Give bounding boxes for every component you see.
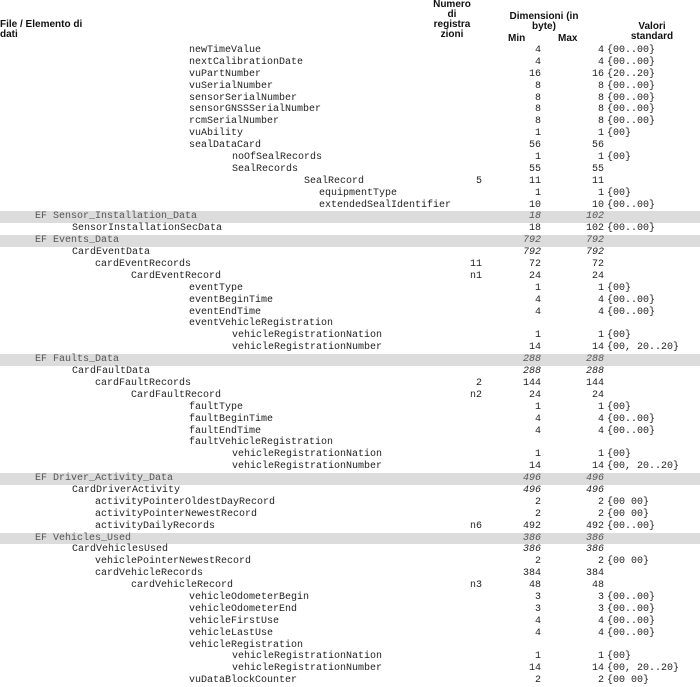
max-size: 288 [585, 354, 604, 366]
table-row [0, 378, 700, 390]
max-size: 144 [585, 377, 604, 389]
element-name: SealRecord [304, 175, 365, 187]
element-name: eventEndTime [189, 306, 262, 318]
min-size: 2 [534, 496, 541, 508]
element-name: vuAbility [189, 128, 244, 140]
data-table-body [0, 45, 700, 687]
min-size: 492 [522, 520, 541, 532]
min-size: 14 [528, 663, 541, 675]
max-size: 386 [585, 544, 604, 556]
element-name: noOfSealRecords [232, 152, 323, 164]
max-size: 72 [591, 259, 604, 271]
max-size: 4 [597, 56, 604, 68]
default-value: {00 00} [607, 496, 650, 508]
default-value: {00..00} [607, 603, 656, 615]
max-size: 10 [591, 199, 604, 211]
min-size: 14 [528, 461, 541, 473]
element-name: vehicleRegistrationNation [232, 330, 383, 342]
element-name: cardFaultRecords [95, 377, 192, 389]
record-count: n2 [469, 389, 482, 401]
max-size: 4 [597, 615, 604, 627]
max-size: 4 [597, 425, 604, 437]
min-size: 18 [528, 211, 541, 223]
default-value: {00..00} [607, 92, 656, 104]
table-row [0, 45, 700, 57]
min-size: 384 [522, 568, 541, 580]
element-name: sensorSerialNumber [189, 92, 298, 104]
table-row [0, 342, 700, 354]
default-value: {00 00} [607, 556, 650, 568]
min-size: 8 [534, 104, 541, 116]
record-count: 11 [469, 259, 482, 271]
default-value: {00} [607, 449, 632, 461]
min-size: 1 [534, 401, 541, 413]
min-size: 3 [534, 603, 541, 615]
table-row [0, 247, 700, 259]
max-size: 4 [597, 306, 604, 318]
min-size: 386 [522, 532, 541, 544]
table-row [0, 69, 700, 81]
table-row [0, 318, 700, 330]
max-size: 792 [585, 235, 604, 247]
max-size: 56 [591, 140, 604, 152]
min-size: 1 [534, 449, 541, 461]
min-size: 18 [528, 223, 541, 235]
min-size: 496 [522, 473, 541, 485]
table-row [0, 509, 700, 521]
table-row [0, 521, 700, 533]
max-size: 1 [597, 128, 604, 140]
header-max: Max [558, 33, 578, 44]
element-name: faultType [189, 401, 244, 413]
max-size: 3 [597, 603, 604, 615]
table-row [0, 57, 700, 69]
max-size: 1 [597, 330, 604, 342]
default-value: {00..00} [607, 223, 656, 235]
table-row [0, 176, 700, 188]
max-size: 14 [591, 342, 604, 354]
max-size: 8 [597, 92, 604, 104]
table-row [0, 390, 700, 402]
table-row [0, 675, 700, 687]
default-value: {00} [607, 330, 632, 342]
max-size: 8 [597, 80, 604, 92]
element-name: extendedSealIdentifier [319, 199, 452, 211]
max-size: 1 [597, 401, 604, 413]
max-size: 11 [591, 175, 604, 187]
min-size: 16 [528, 68, 541, 80]
max-size: 492 [585, 520, 604, 532]
default-value: {00..00} [607, 80, 656, 92]
default-value: {00..00} [607, 306, 656, 318]
min-size: 1 [534, 282, 541, 294]
min-size: 55 [528, 163, 541, 175]
default-value: {00} [607, 187, 632, 199]
max-size: 792 [585, 247, 604, 259]
table-row [0, 449, 700, 461]
default-value: {00} [607, 651, 632, 663]
max-size: 48 [591, 580, 604, 592]
table-row [0, 437, 700, 449]
min-size: 2 [534, 675, 541, 687]
table-row [0, 116, 700, 128]
element-name: faultBeginTime [189, 413, 274, 425]
element-name: cardVehicleRecords [95, 568, 204, 580]
element-name: vehicleRegistrationNumber [232, 342, 383, 354]
table-row [0, 200, 700, 212]
element-name: activityPointerOldestDayRecord [95, 496, 276, 508]
default-value: {00..00} [607, 294, 656, 306]
section-row [0, 211, 700, 223]
table-row [0, 592, 700, 604]
table-row [0, 271, 700, 283]
min-size: 4 [534, 56, 541, 68]
max-size: 2 [597, 675, 604, 687]
min-size: 496 [522, 484, 541, 496]
min-size: 792 [522, 247, 541, 259]
element-name: vehicleOdometerEnd [189, 603, 298, 615]
min-size: 8 [534, 92, 541, 104]
record-count: n6 [469, 520, 482, 532]
element-name: equipmentType [319, 187, 398, 199]
max-size: 102 [585, 223, 604, 235]
min-size: 792 [522, 235, 541, 247]
record-count: 5 [475, 175, 482, 187]
element-name: SensorInstallationSecData [72, 223, 223, 235]
max-size: 1 [597, 449, 604, 461]
max-size: 1 [597, 651, 604, 663]
max-size: 3 [597, 591, 604, 603]
table-row [0, 414, 700, 426]
element-name: rcmSerialNumber [189, 116, 280, 128]
default-value: {00..00} [607, 199, 656, 211]
min-size: 8 [534, 80, 541, 92]
element-name: cardVehicleRecord [131, 580, 234, 592]
default-value: {00..00} [607, 627, 656, 639]
default-value: {00..00} [607, 591, 656, 603]
table-row [0, 426, 700, 438]
max-size: 496 [585, 473, 604, 485]
max-size: 16 [591, 68, 604, 80]
default-value: {00 00} [607, 508, 650, 520]
element-name: CardVehiclesUsed [72, 544, 169, 556]
section-row [0, 473, 700, 485]
max-size: 2 [597, 556, 604, 568]
table-row [0, 497, 700, 509]
table-row [0, 188, 700, 200]
element-name: vehicleFirstUse [189, 615, 280, 627]
section-row [0, 533, 700, 545]
default-value: {00..00} [607, 104, 656, 116]
element-name: vehicleRegistrationNation [232, 449, 383, 461]
default-value: {00} [607, 282, 632, 294]
element-name: CardFaultData [72, 366, 151, 378]
element-name: vehicleRegistrationNation [232, 651, 383, 663]
section-row [0, 354, 700, 366]
default-value: {00..00} [607, 615, 656, 627]
table-row [0, 616, 700, 628]
element-name: CardFaultRecord [131, 389, 222, 401]
section-name: EF Driver_Activity_Data [35, 473, 174, 485]
max-size: 4 [597, 413, 604, 425]
min-size: 1 [534, 128, 541, 140]
element-name: CardEventData [72, 247, 151, 259]
element-name: vehiclePointerNewestRecord [95, 556, 252, 568]
min-size: 4 [534, 294, 541, 306]
min-size: 386 [522, 544, 541, 556]
max-size: 1 [597, 187, 604, 199]
record-count: 2 [475, 377, 482, 389]
table-row [0, 140, 700, 152]
min-size: 24 [528, 389, 541, 401]
min-size: 72 [528, 259, 541, 271]
default-value: {00..00} [607, 425, 656, 437]
table-row [0, 152, 700, 164]
min-size: 1 [534, 330, 541, 342]
element-name: vehicleOdometerBegin [189, 591, 310, 603]
element-name: faultEndTime [189, 425, 262, 437]
section-name: EF Sensor_Installation_Data [35, 211, 198, 223]
default-value: {00} [607, 401, 632, 413]
element-name: vehicleRegistration [189, 639, 304, 651]
min-size: 4 [534, 45, 541, 56]
max-size: 384 [585, 568, 604, 580]
max-size: 288 [585, 366, 604, 378]
min-size: 288 [522, 366, 541, 378]
table-row [0, 81, 700, 93]
section-name: EF Faults_Data [35, 354, 120, 366]
table-row [0, 283, 700, 295]
min-size: 56 [528, 140, 541, 152]
min-size: 8 [534, 116, 541, 128]
table-row [0, 556, 700, 568]
section-row [0, 235, 700, 247]
element-name: sensorGNSSSerialNumber [189, 104, 322, 116]
default-value: {00, 20..20} [607, 342, 680, 354]
default-value: {00..00} [607, 45, 656, 56]
table-row [0, 568, 700, 580]
max-size: 2 [597, 496, 604, 508]
min-size: 4 [534, 615, 541, 627]
table-row [0, 580, 700, 592]
element-name: cardEventRecords [95, 259, 192, 271]
table-row [0, 93, 700, 105]
default-value: {00} [607, 152, 632, 164]
element-name: eventVehicleRegistration [189, 318, 334, 330]
header-default-values: Valori standard [630, 21, 674, 42]
table-row [0, 330, 700, 342]
max-size: 4 [597, 627, 604, 639]
element-name: vuSerialNumber [189, 80, 274, 92]
table-row [0, 604, 700, 616]
table-row [0, 366, 700, 378]
record-count: n3 [469, 580, 482, 592]
element-name: vehicleLastUse [189, 627, 274, 639]
table-row [0, 544, 700, 556]
max-size: 4 [597, 45, 604, 56]
element-name: activityPointerNewestRecord [95, 508, 258, 520]
table-row [0, 461, 700, 473]
default-value: {00 00} [607, 675, 650, 687]
element-name: sealDataCard [189, 140, 262, 152]
default-value: {00} [607, 128, 632, 140]
table-row [0, 223, 700, 235]
max-size: 8 [597, 104, 604, 116]
element-name: vehicleRegistrationNumber [232, 663, 383, 675]
default-value: {00..00} [607, 116, 656, 128]
min-size: 10 [528, 199, 541, 211]
table-row [0, 259, 700, 271]
table-row [0, 402, 700, 414]
element-name: activityDailyRecords [95, 520, 216, 532]
max-size: 386 [585, 532, 604, 544]
max-size: 496 [585, 484, 604, 496]
default-value: {00, 20..20} [607, 663, 680, 675]
table-row [0, 128, 700, 140]
element-name: vuDataBlockCounter [189, 675, 298, 687]
min-size: 1 [534, 187, 541, 199]
header-min: Min [508, 33, 526, 44]
max-size: 2 [597, 508, 604, 520]
min-size: 4 [534, 306, 541, 318]
min-size: 3 [534, 591, 541, 603]
min-size: 4 [534, 413, 541, 425]
min-size: 4 [534, 627, 541, 639]
table-row [0, 628, 700, 640]
header-record-count: Numero di registra zioni [433, 0, 471, 40]
element-name: newTimeValue [189, 45, 262, 56]
max-size: 24 [591, 270, 604, 282]
section-name: EF Vehicles_Used [35, 532, 132, 544]
table-row [0, 164, 700, 176]
table-row [0, 640, 700, 652]
element-name: vuPartNumber [189, 68, 262, 80]
default-value: {00..00} [607, 56, 656, 68]
default-value: {00, 20..20} [607, 461, 680, 473]
max-size: 14 [591, 663, 604, 675]
min-size: 2 [534, 556, 541, 568]
table-row [0, 307, 700, 319]
default-value: {00..00} [607, 520, 656, 532]
min-size: 48 [528, 580, 541, 592]
table-row [0, 663, 700, 675]
element-name: faultVehicleRegistration [189, 437, 334, 449]
header-file-element: File / Elemento di dati [0, 19, 83, 40]
max-size: 1 [597, 282, 604, 294]
min-size: 288 [522, 354, 541, 366]
max-size: 55 [591, 163, 604, 175]
max-size: 8 [597, 116, 604, 128]
element-name: CardEventRecord [131, 270, 222, 282]
table-row [0, 651, 700, 663]
max-size: 4 [597, 294, 604, 306]
element-name: nextCalibrationDate [189, 56, 304, 68]
max-size: 102 [585, 211, 604, 223]
min-size: 1 [534, 152, 541, 164]
element-name: eventBeginTime [189, 294, 274, 306]
element-name: vehicleRegistrationNumber [232, 461, 383, 473]
element-name: SealRecords [232, 163, 299, 175]
min-size: 1 [534, 651, 541, 663]
min-size: 2 [534, 508, 541, 520]
min-size: 4 [534, 425, 541, 437]
table-row [0, 104, 700, 116]
min-size: 14 [528, 342, 541, 354]
record-count: n1 [469, 270, 482, 282]
min-size: 144 [522, 377, 541, 389]
header-size-bytes: Dimensioni (in byte) [509, 11, 579, 32]
max-size: 1 [597, 152, 604, 164]
min-size: 24 [528, 270, 541, 282]
max-size: 14 [591, 461, 604, 473]
max-size: 24 [591, 389, 604, 401]
default-value: {00..00} [607, 413, 656, 425]
section-name: EF Events_Data [35, 235, 120, 247]
table-row [0, 295, 700, 307]
min-size: 11 [528, 175, 541, 187]
element-name: CardDriverActivity [72, 484, 181, 496]
table-row [0, 485, 700, 497]
element-name: eventType [189, 282, 244, 294]
default-value: {20..20} [607, 68, 656, 80]
